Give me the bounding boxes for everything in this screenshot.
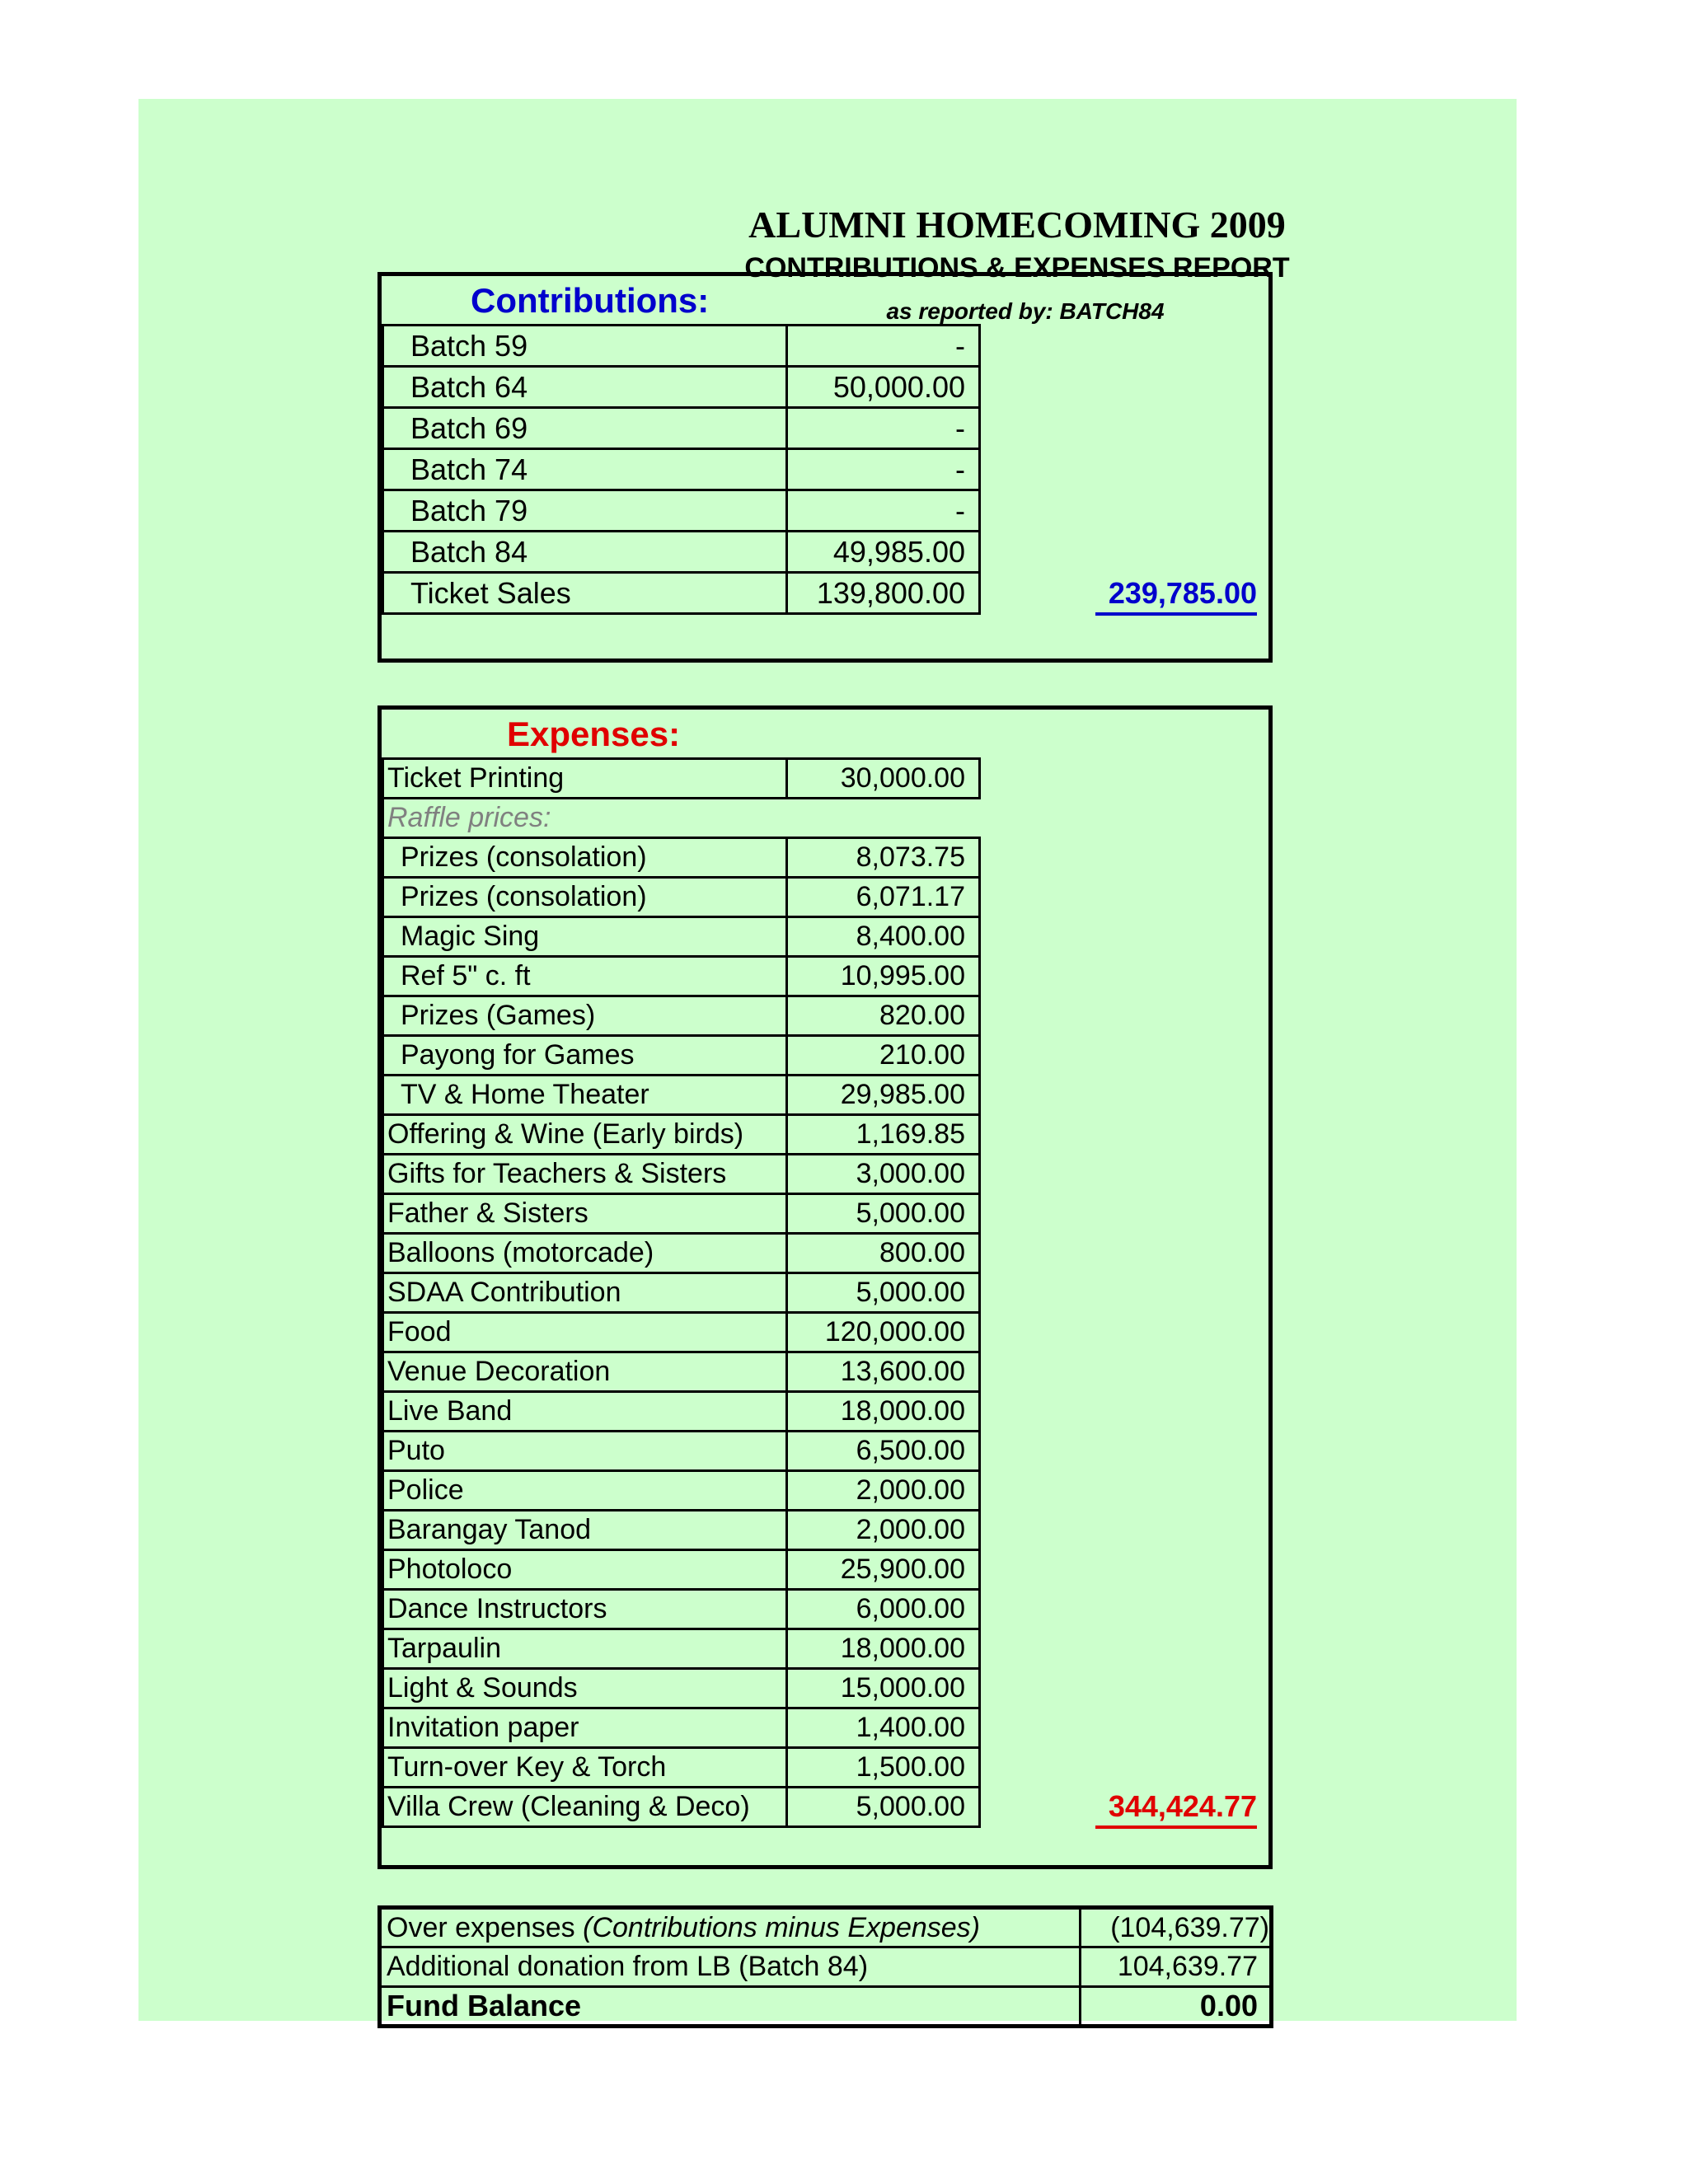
expenses-label: SDAA Contribution xyxy=(383,1273,787,1313)
over-expenses-text: Over expenses xyxy=(387,1911,584,1943)
expenses-label: Puto xyxy=(383,1432,787,1471)
expenses-label: Magic Sing xyxy=(383,917,787,957)
expenses-label: Light & Sounds xyxy=(383,1669,787,1708)
table-row xyxy=(383,878,980,917)
expenses-value: 30,000.00 xyxy=(787,759,980,799)
contributions-label: Ticket Sales xyxy=(383,573,787,614)
expenses-label: Barangay Tanod xyxy=(383,1511,787,1550)
contributions-value: - xyxy=(787,326,980,367)
expenses-value: 1,169.85 xyxy=(787,1115,980,1155)
contributions-label: Batch 69 xyxy=(383,408,787,449)
contributions-label: Batch 59 xyxy=(383,326,787,367)
table-row xyxy=(383,326,980,367)
contributions-table xyxy=(382,324,981,615)
table-row xyxy=(383,367,980,408)
expenses-value: 10,995.00 xyxy=(787,957,980,996)
contributions-label: Batch 64 xyxy=(383,367,787,408)
expenses-value: 120,000.00 xyxy=(787,1313,980,1352)
table-row xyxy=(383,1471,980,1511)
expenses-value: 6,000.00 xyxy=(787,1590,980,1629)
contributions-value: - xyxy=(787,449,980,490)
expenses-value: 15,000.00 xyxy=(787,1669,980,1708)
report-title: ALUMNI HOMECOMING 2009 xyxy=(748,204,1286,246)
table-row xyxy=(383,1550,980,1590)
table-row xyxy=(383,1392,980,1432)
table-row xyxy=(383,1669,980,1708)
expenses-label: Venue Decoration xyxy=(383,1352,787,1392)
expenses-label: Turn-over Key & Torch xyxy=(383,1748,787,1788)
table-row xyxy=(380,1947,1272,1987)
table-row xyxy=(383,1115,980,1155)
contributions-value: 50,000.00 xyxy=(787,367,980,408)
table-row xyxy=(383,1629,980,1669)
table-row xyxy=(383,449,980,490)
expenses-label: Ticket Printing xyxy=(383,759,787,799)
expenses-value: 2,000.00 xyxy=(787,1471,980,1511)
expenses-value: 8,073.75 xyxy=(787,838,980,878)
expenses-value: 3,000.00 xyxy=(787,1155,980,1194)
expenses-value: 2,000.00 xyxy=(787,1511,980,1550)
table-row xyxy=(383,1511,980,1550)
table-row xyxy=(383,1194,980,1234)
contributions-heading: Contributions: xyxy=(471,281,710,320)
expenses-value: 800.00 xyxy=(787,1234,980,1273)
expenses-label: Police xyxy=(383,1471,787,1511)
over-expenses-note: (Contributions minus Expenses) xyxy=(583,1911,981,1943)
table-row xyxy=(383,799,980,838)
expenses-value: 29,985.00 xyxy=(787,1076,980,1115)
expenses-value: 210.00 xyxy=(787,1036,980,1076)
expenses-section xyxy=(377,705,1273,1869)
table-row xyxy=(383,1352,980,1392)
expenses-value: 18,000.00 xyxy=(787,1629,980,1669)
contributions-label: Batch 84 xyxy=(383,532,787,573)
expenses-label: TV & Home Theater xyxy=(383,1076,787,1115)
table-row xyxy=(383,957,980,996)
additional-donation-label: Additional donation from LB (Batch 84) xyxy=(380,1947,1081,1987)
table-row xyxy=(383,1273,980,1313)
table-row xyxy=(383,1076,980,1115)
expenses-label: Father & Sisters xyxy=(383,1194,787,1234)
expenses-label: Prizes (consolation) xyxy=(383,878,787,917)
table-row xyxy=(383,917,980,957)
expenses-value: 1,400.00 xyxy=(787,1708,980,1748)
table-row xyxy=(383,759,980,799)
expenses-label: Prizes (consolation) xyxy=(383,838,787,878)
expenses-value: 820.00 xyxy=(787,996,980,1036)
table-row xyxy=(383,838,980,878)
table-row xyxy=(383,408,980,449)
contributions-label: Batch 74 xyxy=(383,449,787,490)
expenses-value xyxy=(787,799,980,838)
table-row xyxy=(383,1748,980,1788)
contributions-value: - xyxy=(787,490,980,532)
expenses-label: Payong for Games xyxy=(383,1036,787,1076)
report-subtitle: CONTRIBUTIONS & EXPENSES REPORT xyxy=(744,252,1290,284)
expenses-label: Dance Instructors xyxy=(383,1590,787,1629)
expenses-label: Food xyxy=(383,1313,787,1352)
contributions-value: 49,985.00 xyxy=(787,532,980,573)
table-row xyxy=(383,1788,980,1827)
over-expenses-label xyxy=(380,1908,1081,1947)
expenses-label: Invitation paper xyxy=(383,1708,787,1748)
summary-table xyxy=(377,1905,1273,2028)
expenses-heading: Expenses: xyxy=(507,715,681,753)
expenses-total: 344,424.77 xyxy=(1095,1789,1257,1829)
contributions-total: 239,785.00 xyxy=(1095,576,1257,616)
table-row xyxy=(383,573,980,614)
expenses-label: Tarpaulin xyxy=(383,1629,787,1669)
expenses-value: 13,600.00 xyxy=(787,1352,980,1392)
expenses-value: 25,900.00 xyxy=(787,1550,980,1590)
table-row xyxy=(383,1155,980,1194)
fund-balance-label: Fund Balance xyxy=(380,1987,1081,2027)
table-row xyxy=(383,996,980,1036)
expenses-label: Balloons (motorcade) xyxy=(383,1234,787,1273)
additional-donation-value: 104,639.77 xyxy=(1081,1947,1272,1987)
fund-balance-value: 0.00 xyxy=(1081,1987,1272,2027)
expenses-value: 18,000.00 xyxy=(787,1392,980,1432)
expenses-value: 5,000.00 xyxy=(787,1194,980,1234)
table-row xyxy=(380,1908,1272,1947)
expenses-label: Live Band xyxy=(383,1392,787,1432)
expenses-label: Gifts for Teachers & Sisters xyxy=(383,1155,787,1194)
contributions-label: Batch 79 xyxy=(383,490,787,532)
table-row xyxy=(383,1036,980,1076)
table-row xyxy=(383,1708,980,1748)
table-row xyxy=(380,1987,1272,2027)
expenses-value: 6,500.00 xyxy=(787,1432,980,1471)
table-row xyxy=(383,532,980,573)
table-row xyxy=(383,1313,980,1352)
expenses-table xyxy=(382,757,981,1828)
expenses-value: 1,500.00 xyxy=(787,1748,980,1788)
expenses-label: Offering & Wine (Early birds) xyxy=(383,1115,787,1155)
contributions-value: 139,800.00 xyxy=(787,573,980,614)
expenses-value: 6,071.17 xyxy=(787,878,980,917)
expenses-label: Photoloco xyxy=(383,1550,787,1590)
expenses-label: Prizes (Games) xyxy=(383,996,787,1036)
table-row xyxy=(383,1590,980,1629)
expenses-label: Raffle prices: xyxy=(383,799,787,838)
expenses-value: 5,000.00 xyxy=(787,1788,980,1827)
table-row xyxy=(383,1234,980,1273)
contributions-section xyxy=(377,272,1273,663)
reported-by: as reported by: BATCH84 xyxy=(886,298,1165,324)
expenses-value: 8,400.00 xyxy=(787,917,980,957)
expenses-value: 5,000.00 xyxy=(787,1273,980,1313)
expenses-label: Villa Crew (Cleaning & Deco) xyxy=(383,1788,787,1827)
over-expenses-value: (104,639.77) xyxy=(1081,1908,1272,1947)
contributions-value: - xyxy=(787,408,980,449)
table-row xyxy=(383,490,980,532)
table-row xyxy=(383,1432,980,1471)
expenses-label: Ref 5" c. ft xyxy=(383,957,787,996)
